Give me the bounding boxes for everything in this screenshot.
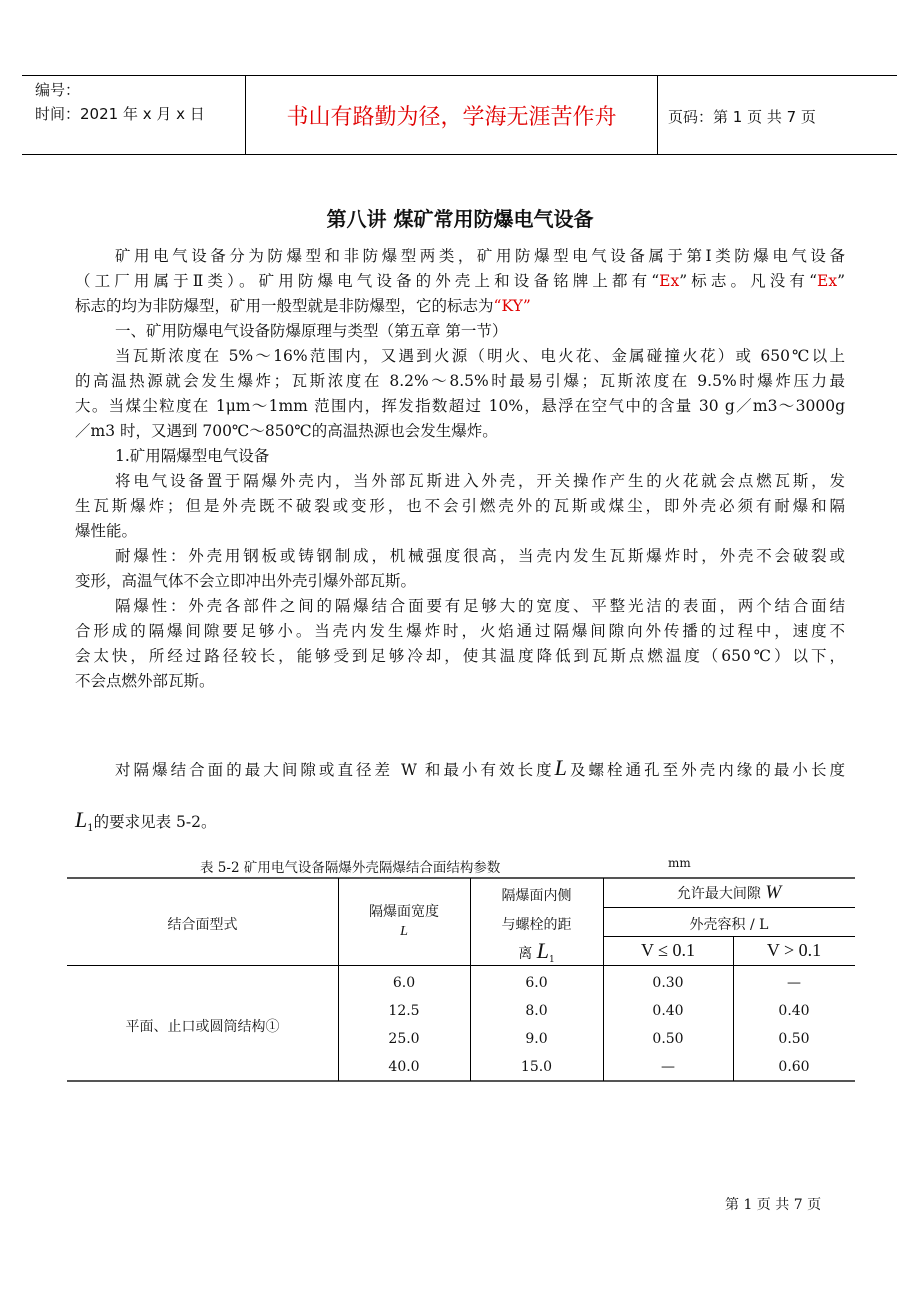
body-line: 大。当煤尘粒度在 1μm～1mm 范围内，挥发指数超过 10%，悬浮在空气中的含量 30 g／m3～3000g	[75, 397, 845, 415]
table-rule	[603, 936, 855, 937]
body-line	[75, 296, 845, 316]
header-v-le: V ≤ 0.1	[640, 940, 696, 960]
body-line: 耐爆性：外壳用钢板或铸钢制成，机械强度很高，当壳内发生瓦斯爆炸时，外壳不会破裂或	[115, 547, 845, 565]
header-v-gt: V > 0.1	[766, 940, 822, 960]
symbol-L: L	[554, 755, 567, 780]
header-distance: 与螺栓的距	[501, 917, 572, 933]
document-time-label: 时间：2021 年 x 月 x 日	[35, 105, 205, 123]
subscript: 1	[87, 823, 94, 835]
header-distance	[470, 938, 603, 965]
header-max-gap	[603, 882, 855, 904]
text: ”标志。凡没有“	[679, 272, 817, 290]
header-divider	[657, 75, 658, 155]
table-cell: 25.0	[388, 1031, 420, 1047]
text: 离	[518, 946, 533, 962]
ky-mark: “KY”	[493, 297, 531, 315]
text: 及螺栓通孔至外壳内缘的最小长度	[566, 761, 845, 779]
ex-mark: Ex	[817, 272, 838, 290]
text: 允许最大间隙	[676, 886, 761, 902]
subsection-heading: 1.矿用隔爆型电气设备	[115, 447, 270, 465]
header-distance: 隔爆面内侧	[501, 888, 572, 904]
header-motto: 书山有路勤为径，学海无涯苦作舟	[286, 105, 617, 130]
body-line	[75, 271, 845, 291]
joint-type-cell: 平面、止口或圆筒结构①	[125, 1019, 280, 1035]
symbol-L1: L	[75, 807, 88, 832]
table-rule	[67, 965, 855, 966]
text: ”	[837, 272, 845, 290]
body-line	[75, 807, 845, 839]
page-title: 第八讲 煤矿常用防爆电气设备	[326, 207, 594, 231]
symbol: W	[765, 882, 782, 903]
body-line: ／m3 时，又遇到 700℃～850℃的高温热源也会发生爆炸。	[75, 422, 498, 440]
header-volume: 外壳容积 / L	[689, 917, 769, 933]
body-line: 变形，高温气体不会立即冲出外壳引爆外部瓦斯。	[75, 572, 417, 590]
table-cell: 12.5	[388, 1003, 420, 1019]
body-line	[115, 755, 845, 780]
table-cell: 15.0	[520, 1059, 553, 1075]
body-line: 隔爆性：外壳各部件之间的隔爆结合面要有足够大的宽度、平整光洁的表面，两个结合面结	[115, 597, 845, 615]
symbol: L	[536, 938, 549, 963]
body-line: 矿用电气设备分为防爆型和非防爆型两类，矿用防爆型电气设备属于第Ⅰ类防爆电气设备	[115, 247, 845, 265]
table-cell: —	[787, 975, 801, 991]
body-line: 当瓦斯浓度在 5%～16%范围内，又遇到火源（明火、电火花、金属碰撞火花）或 650℃以上	[115, 347, 845, 365]
table-unit: mm	[668, 856, 691, 870]
table-cell: 40.0	[388, 1059, 420, 1075]
table-cell: 0.40	[652, 1003, 684, 1019]
table-rule	[603, 907, 855, 908]
body-line: 不会点燃外部瓦斯。	[75, 672, 215, 690]
table-cell: —	[661, 1059, 675, 1075]
header-page-label: 页码：第 1 页 共 7 页	[668, 108, 816, 126]
text: 对隔爆结合面的最大间隙或直径差 W 和最小有效长度	[115, 761, 555, 779]
table-cell: 6.0	[392, 975, 416, 991]
table-cell: 0.30	[652, 975, 684, 991]
header-bottom-rule	[22, 154, 897, 155]
table-cell: 8.0	[525, 1003, 548, 1019]
body-line: 爆性能。	[75, 522, 138, 540]
body-line: 合形成的隔爆间隙要足够小。当壳内发生爆炸时，火焰通过隔爆间隙向外传播的过程中，速度不	[75, 622, 845, 640]
table-rule	[67, 877, 855, 879]
table-cell: 9.0	[525, 1031, 548, 1047]
table-rule	[67, 1080, 855, 1082]
ex-mark: Ex	[659, 272, 680, 290]
body-line: 将电气设备置于隔爆外壳内，当外部瓦斯进入外壳，开关操作产生的火花就会点燃瓦斯，发	[115, 472, 845, 490]
header-width-symbol: L	[400, 924, 408, 939]
subscript: 1	[548, 954, 555, 965]
header-width: 隔爆面宽度	[369, 904, 439, 920]
text: 标志的均为非防爆型，矿用一般型就是非防爆型，它的标志为	[75, 297, 494, 315]
header-joint-type: 结合面型式	[167, 917, 238, 933]
table-cell: 0.60	[778, 1059, 810, 1075]
header-top-rule	[22, 75, 897, 76]
body-line: 生瓦斯爆炸；但是外壳既不破裂或变形，也不会引燃壳外的瓦斯或煤尘，即外壳必须有耐爆和隔	[75, 497, 845, 515]
text: （工厂用属于Ⅱ类）。矿用防爆电气设备的外壳上和设备铭牌上都有“	[75, 272, 660, 290]
body-line: 的高温热源就会发生爆炸；瓦斯浓度在 8.2%～8.5%时最易引爆；瓦斯浓度在 9.5%时爆炸压力最	[75, 372, 845, 390]
section-heading: 一、矿用防爆电气设备防爆原理与类型（第五章 第一节）	[115, 322, 508, 340]
table-caption: 表 5-2 矿用电气设备隔爆外壳隔爆结合面结构参数	[200, 860, 501, 876]
table-cell: 0.50	[652, 1031, 684, 1047]
body-line: 会太快，所经过路径较长，能够受到足够冷却，使其温度降低到瓦斯点燃温度（650℃）以下，	[75, 647, 845, 665]
text: 的要求见表 5-2。	[93, 813, 217, 831]
page-footer: 第 1 页 共 7 页	[725, 1197, 822, 1213]
document-number-label: 编号：	[35, 81, 81, 99]
table-cell: 0.40	[778, 1003, 810, 1019]
table-cell: 6.0	[525, 975, 548, 991]
table-cell: 0.50	[778, 1031, 810, 1047]
